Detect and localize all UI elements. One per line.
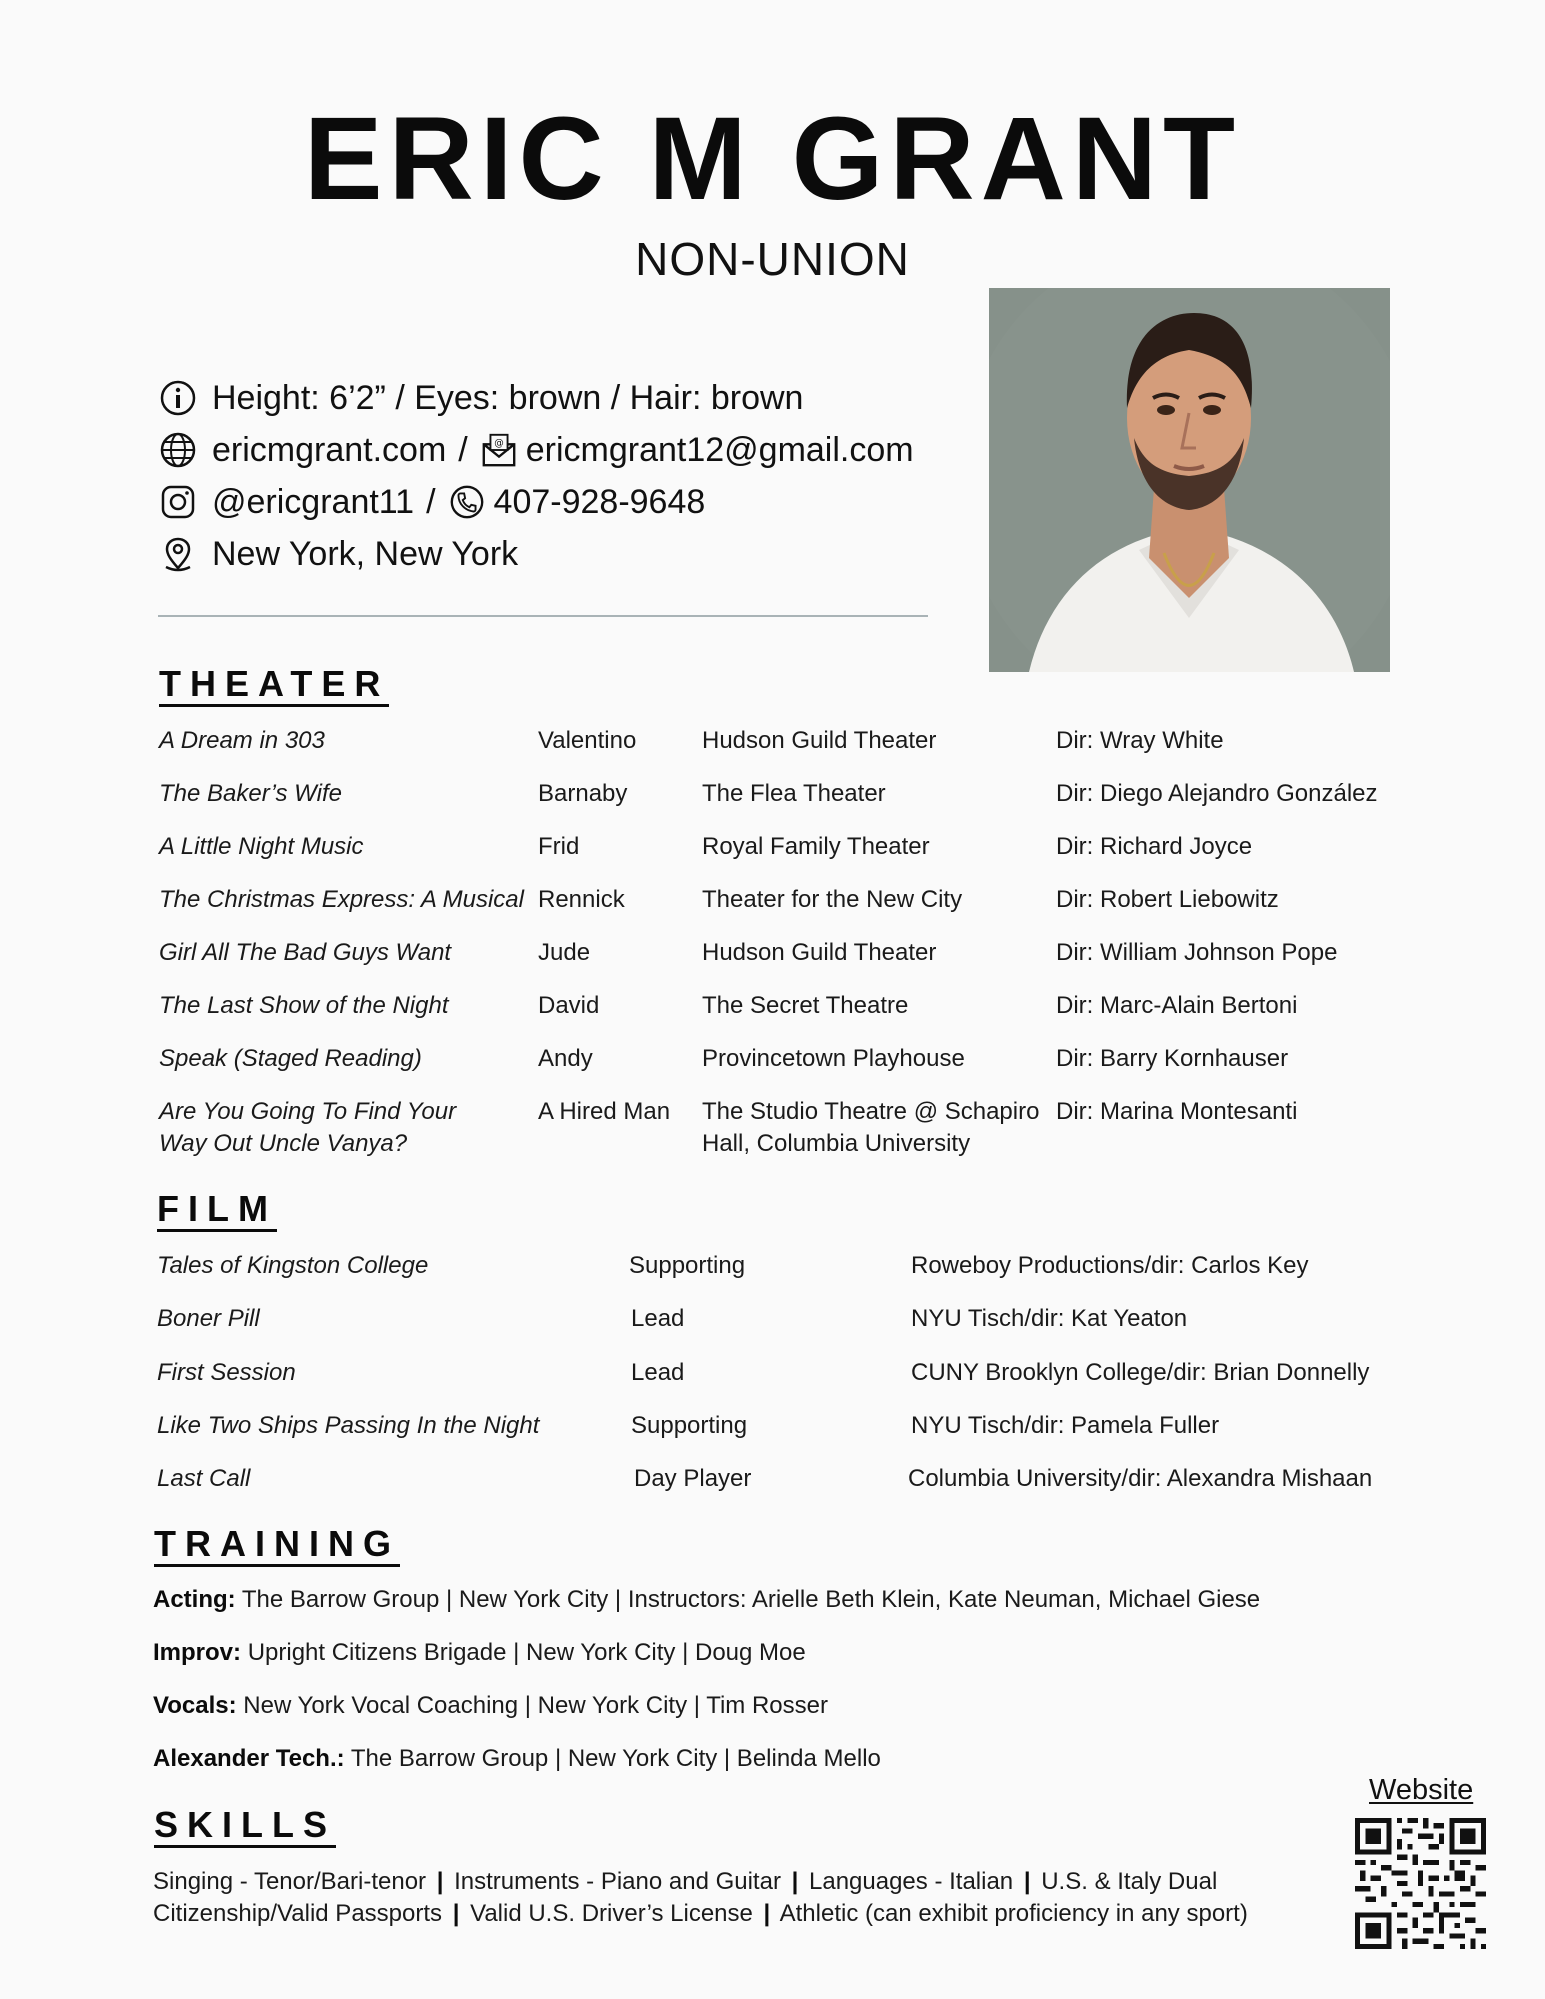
- skill-divider: |: [763, 1900, 771, 1927]
- film-production: NYU Tisch/dir: Pamela Fuller: [911, 1412, 1220, 1439]
- theater-venue: Royal Family Theater: [702, 833, 930, 860]
- theater-title: Are You Going To Find Your: [159, 1098, 457, 1125]
- film-role: Day Player: [634, 1465, 752, 1492]
- theater-role: Frid: [538, 833, 580, 860]
- training-item: [153, 1692, 828, 1720]
- skill-item: Instruments - Piano and Guitar: [454, 1868, 781, 1895]
- film-production: Columbia University/dir: Alexandra Mishaan: [908, 1465, 1373, 1492]
- website-label-link[interactable]: Website: [1369, 1774, 1474, 1806]
- mail-icon: [480, 431, 518, 469]
- skill-item: Singing - Tenor/Bari-tenor: [153, 1868, 427, 1895]
- skill-item: Languages - Italian: [809, 1868, 1014, 1895]
- theater-venue: The Flea Theater: [702, 780, 886, 807]
- theater-director: Dir: William Johnson Pope: [1056, 939, 1338, 966]
- theater-director: Dir: Wray White: [1056, 727, 1224, 754]
- training-text: The Barrow Group | New York City | Belinda Mello: [350, 1745, 881, 1772]
- training-label: Improv:: [153, 1639, 242, 1666]
- theater-venue: The Secret Theatre: [702, 992, 909, 1019]
- theater-title: A Little Night Music: [159, 833, 364, 860]
- location-pin-icon: [158, 534, 198, 574]
- film-production: Roweboy Productions/dir: Carlos Key: [911, 1252, 1309, 1279]
- svg-text:@: @: [493, 438, 504, 450]
- training-item: [153, 1745, 881, 1773]
- theater-role: Valentino: [538, 727, 637, 754]
- training-text: The Barrow Group | New York City | Instructors: Arielle Beth Klein, Kate Neuman, Michael Giese: [241, 1586, 1261, 1613]
- theater-director: Dir: Richard Joyce: [1056, 833, 1253, 860]
- contact-info: [158, 372, 914, 580]
- film-role: Lead: [631, 1305, 685, 1332]
- theater-title: The Christmas Express: A Musical: [159, 886, 524, 913]
- theater-heading: THEATER: [159, 666, 389, 707]
- theater-role: Andy: [538, 1045, 593, 1072]
- skill-item: U.S. & Italy Dual Citizenship/Valid Passports: [153, 1868, 1218, 1927]
- theater-venue: Hudson Guild Theater: [702, 727, 937, 754]
- location-text: New York, New York: [212, 534, 519, 573]
- film-production: CUNY Brooklyn College/dir: Brian Donnelly: [911, 1359, 1370, 1386]
- film-title: Like Two Ships Passing In the Night: [157, 1412, 540, 1439]
- theater-venue: The Studio Theatre @ Schapiro: [702, 1098, 1040, 1125]
- globe-icon: [158, 430, 198, 470]
- film-production: NYU Tisch/dir: Kat Yeaton: [911, 1305, 1188, 1332]
- training-label: Alexander Tech.:: [153, 1745, 345, 1772]
- location-line: [158, 528, 914, 580]
- theater-title: A Dream in 303: [159, 727, 325, 754]
- skill-item: Athletic (can exhibit proficiency in any sport): [779, 1900, 1248, 1927]
- qr-code[interactable]: [1355, 1818, 1486, 1949]
- theater-venue: Hudson Guild Theater: [702, 939, 937, 966]
- theater-role: A Hired Man: [538, 1098, 671, 1125]
- theater-title-cont: Way Out Uncle Vanya?: [159, 1130, 408, 1157]
- film-title: Boner Pill: [157, 1305, 260, 1332]
- separator: /: [458, 430, 468, 469]
- skill-divider: |: [436, 1868, 444, 1895]
- actor-name: ERIC M GRANT: [303, 93, 1242, 225]
- skill-divider: |: [791, 1868, 799, 1895]
- theater-role: David: [538, 992, 600, 1019]
- stats-text: Height: 6’2” / Eyes: brown / Hair: brown: [212, 378, 804, 417]
- web-line: [158, 424, 914, 476]
- theater-role: Jude: [538, 939, 591, 966]
- instagram-handle[interactable]: @ericgrant11: [212, 482, 415, 521]
- film-role: Lead: [631, 1359, 685, 1386]
- theater-title: Speak (Staged Reading): [159, 1045, 422, 1072]
- film-title: First Session: [157, 1359, 296, 1386]
- instagram-icon: [158, 482, 198, 522]
- skill-divider: |: [452, 1900, 460, 1927]
- theater-director: Dir: Barry Kornhauser: [1056, 1045, 1289, 1072]
- training-text: Upright Citizens Brigade | New York City | Doug Moe: [247, 1639, 806, 1666]
- theater-role: Barnaby: [538, 780, 628, 807]
- skill-item: Valid U.S. Driver’s License: [470, 1900, 753, 1927]
- email-link[interactable]: ericmgrant12@gmail.com: [525, 430, 914, 469]
- theater-title: The Baker’s Wife: [159, 780, 342, 807]
- film-heading: FILM: [157, 1191, 277, 1232]
- theater-role: Rennick: [538, 886, 625, 913]
- skills-list: [153, 1866, 1303, 1930]
- film-role: Supporting: [631, 1412, 748, 1439]
- training-item: [153, 1639, 806, 1667]
- phone-number[interactable]: 407-928-9648: [493, 482, 706, 521]
- film-role: Supporting: [629, 1252, 746, 1279]
- film-title: Last Call: [157, 1465, 251, 1492]
- skills-heading: SKILLS: [154, 1807, 336, 1848]
- phone-icon: [448, 483, 486, 521]
- divider-rule: [158, 615, 928, 617]
- theater-title: Girl All The Bad Guys Want: [159, 939, 452, 966]
- training-heading: TRAINING: [154, 1526, 400, 1567]
- separator: /: [426, 482, 436, 521]
- headshot-photo: [989, 288, 1390, 672]
- website-link[interactable]: ericmgrant.com: [212, 430, 447, 469]
- theater-director: Dir: Marc-Alain Bertoni: [1056, 992, 1298, 1019]
- social-line: [158, 476, 914, 528]
- theater-director: Dir: Robert Liebowitz: [1056, 886, 1279, 913]
- stats-line: [158, 372, 914, 424]
- theater-director: Dir: Marina Montesanti: [1056, 1098, 1298, 1125]
- training-item: [153, 1586, 1260, 1614]
- training-text: New York Vocal Coaching | New York City | Tim Rosser: [243, 1692, 828, 1719]
- union-status: NON-UNION: [635, 233, 910, 285]
- theater-director: Dir: Diego Alejandro González: [1056, 780, 1378, 807]
- theater-title: The Last Show of the Night: [159, 992, 449, 1019]
- info-icon: [158, 378, 198, 418]
- training-label: Acting:: [153, 1586, 236, 1613]
- theater-venue: Theater for the New City: [702, 886, 963, 913]
- training-label: Vocals:: [153, 1692, 237, 1719]
- skill-divider: |: [1023, 1868, 1031, 1895]
- film-title: Tales of Kingston College: [157, 1252, 429, 1279]
- theater-venue: Provincetown Playhouse: [702, 1045, 965, 1072]
- theater-venue-cont: Hall, Columbia University: [702, 1130, 971, 1157]
